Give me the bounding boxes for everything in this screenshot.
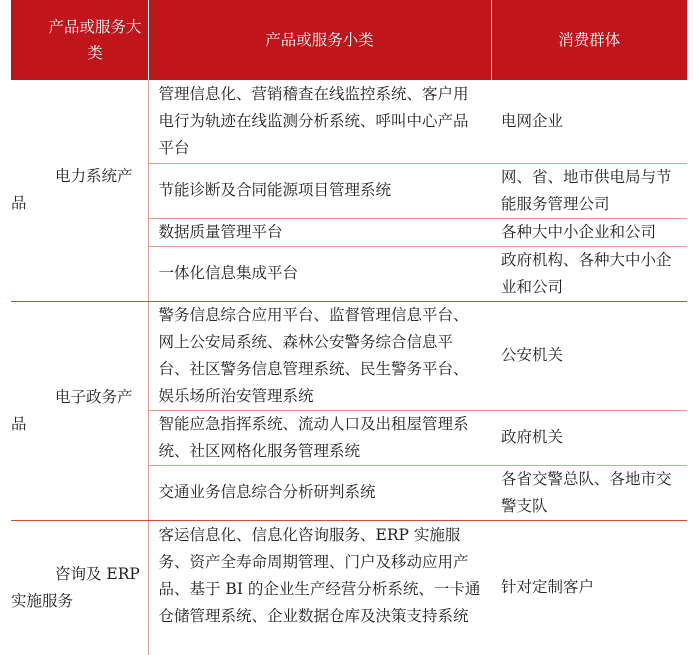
- header-category: [11, 0, 148, 80]
- subcategory-cell: 交通业务信息综合分析研判系统: [148, 465, 491, 520]
- header-subcategory: 产品或服务小类: [148, 0, 491, 80]
- consumer-group-cell: 公安机关: [491, 301, 687, 410]
- table-header-row: [11, 0, 687, 80]
- product-service-table: [11, 0, 687, 655]
- subcategory-cell: 数据质量管理平台: [148, 218, 491, 246]
- category-cell: 咨询及 ERP 实施服务: [11, 564, 140, 610]
- consumer-group-cell: 针对定制客户: [501, 578, 595, 597]
- category-cell: 电子政务产品: [11, 301, 148, 520]
- product-table-document: [11, 0, 687, 625]
- consumer-group-cell: 各省交警总队、各地市交警支队: [491, 465, 687, 520]
- category-cell: 电力系统产品: [11, 80, 148, 301]
- table-row: [11, 520, 687, 655]
- consumer-group-cell: 政府机构、各种大中小企业和公司: [491, 246, 687, 301]
- table-row: [11, 301, 687, 410]
- subcategory-cell: 客运信息化、信息化咨询服务、ERP 实施服务、资产全寿命周期管理、门户及移动应用产品、基于 BI 的企业生产经营分析系统、一卡通仓储管理系统、企业数据仓库及決策支持系统: [148, 520, 491, 655]
- subcategory-cell: 节能诊断及合同能源项目管理系统: [148, 163, 491, 218]
- consumer-group-cell: 电网企业: [491, 80, 687, 163]
- table-row: [11, 80, 687, 163]
- subcategory-cell: 一体化信息集成平台: [148, 246, 491, 301]
- header-category-label: 产品或服务大类: [48, 18, 142, 62]
- consumer-group-cell: 政府机关: [491, 410, 687, 465]
- subcategory-cell: 管理信息化、营销稽查在线监控系统、客户用电行为轨迹在线监测分析系统、呼叫中心产品平台: [148, 80, 491, 163]
- consumer-group-cell: 各种大中小企业和公司: [491, 218, 687, 246]
- header-consumer-group: 消费群体: [491, 0, 687, 80]
- subcategory-cell: 警务信息综合应用平台、监督管理信息平台、网上公安局系统、森林公安警务综合信息平台、社区警务信息管理系统、民生警务平台、娱乐场所治安管理系统: [148, 301, 491, 410]
- consumer-group-cell: 网、省、地市供电局与节能服务管理公司: [491, 163, 687, 218]
- subcategory-cell: 智能应急指挥系统、流动人口及出租屋管理系统、社区网格化服务管理系统: [148, 410, 491, 465]
